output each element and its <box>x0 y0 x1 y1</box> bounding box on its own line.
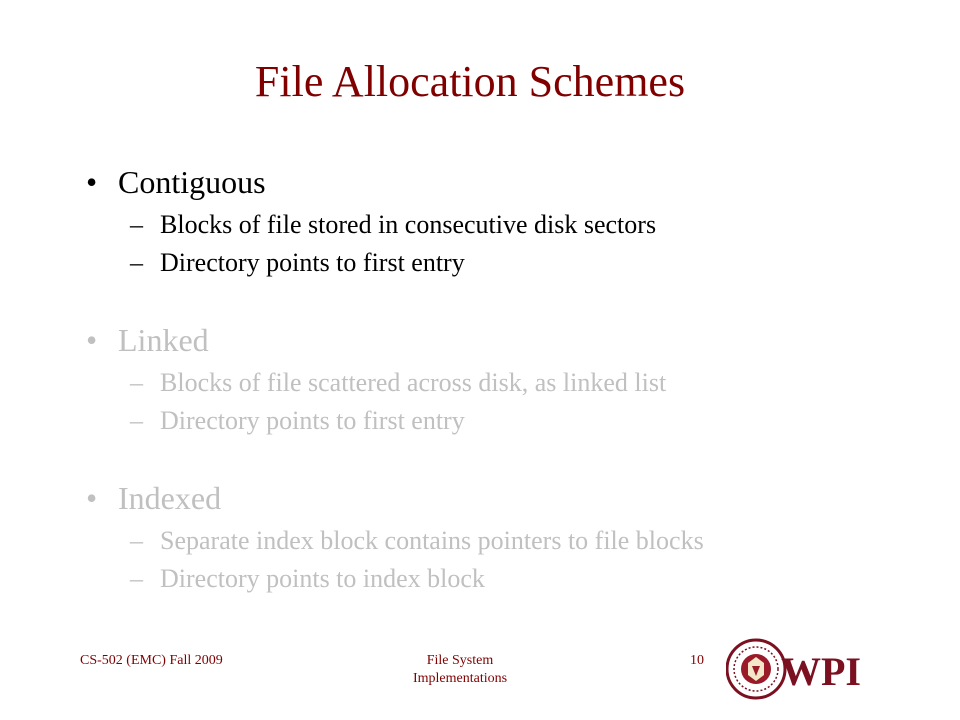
sub-item: Separate index block contains pointers to file blocks <box>160 526 704 555</box>
section-contiguous <box>86 162 656 282</box>
sub-item: Directory points to first entry <box>160 406 465 435</box>
section-heading: Contiguous <box>118 164 266 200</box>
sub-item: Blocks of file scattered across disk, as linked list <box>160 368 667 397</box>
dash-icon: – <box>130 526 143 555</box>
dash-icon: – <box>130 406 143 435</box>
slide-title: File Allocation Schemes <box>254 57 686 106</box>
sub-item: Blocks of file stored in consecutive disk sectors <box>160 210 657 239</box>
section-heading: Indexed <box>118 480 222 516</box>
footer-topic-line1: File System <box>426 653 494 668</box>
section-linked <box>86 320 666 440</box>
sub-item: Directory points to first entry <box>160 248 465 277</box>
dash-icon: – <box>130 248 143 277</box>
wpi-logo <box>726 633 862 705</box>
bullet-icon: • <box>86 322 98 358</box>
logo-text: WPI <box>781 649 861 694</box>
wpi-seal-icon <box>726 633 862 705</box>
sub-item: Directory points to index block <box>160 564 485 593</box>
footer-course: CS-502 (EMC) Fall 2009 <box>80 653 223 668</box>
section-indexed <box>86 478 704 598</box>
bullet-icon: • <box>86 480 98 516</box>
footer-topic <box>380 652 540 688</box>
dash-icon: – <box>130 368 143 397</box>
dash-icon: – <box>130 564 143 593</box>
section-heading: Linked <box>118 322 209 358</box>
dash-icon: – <box>130 210 143 239</box>
bullet-icon: • <box>86 164 98 200</box>
footer-topic-line2: Implementations <box>412 671 508 686</box>
page-number: 10 <box>690 653 704 668</box>
